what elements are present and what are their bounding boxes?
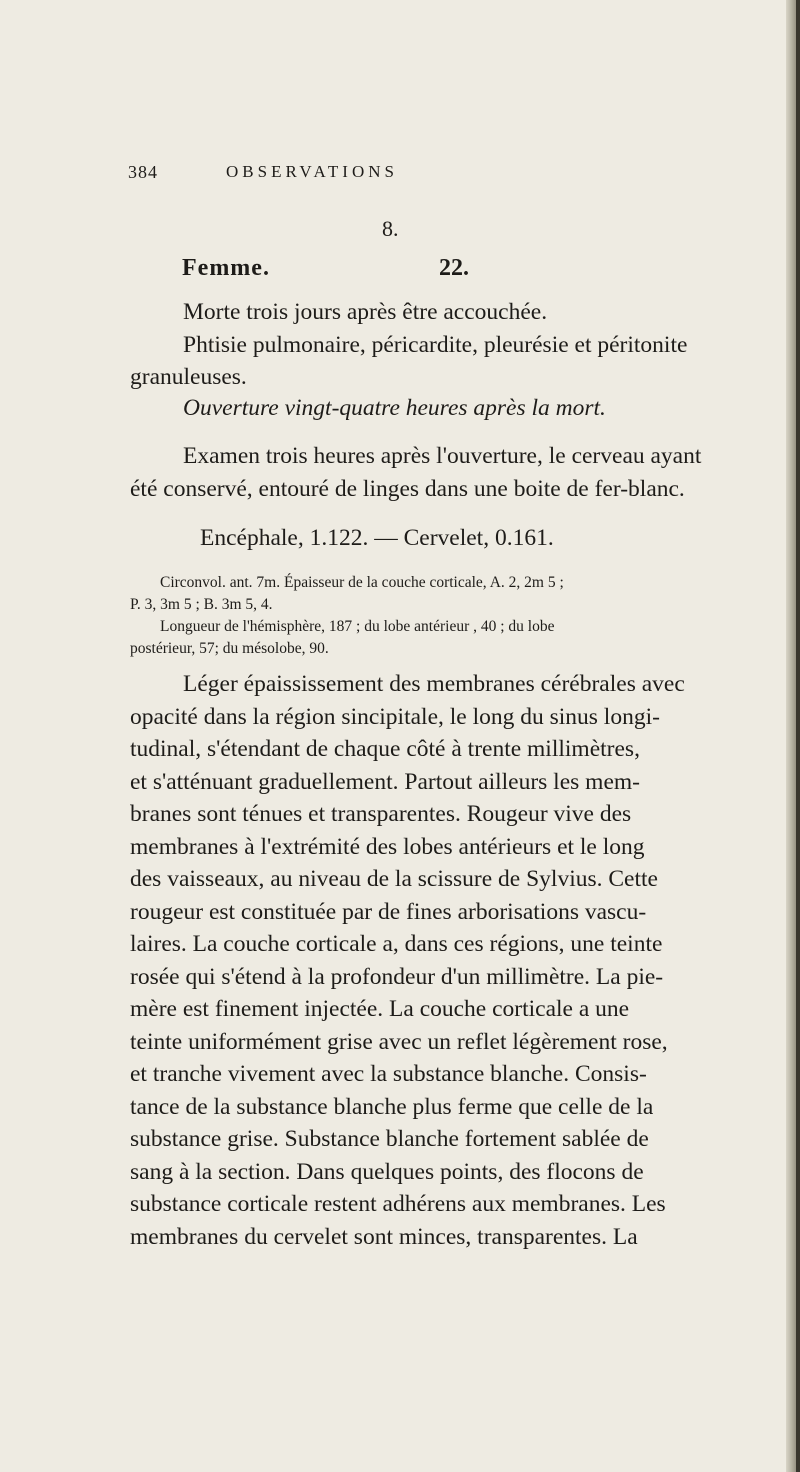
measurements-line-3: Longueur de l'hémisphère, 187 ; du lobe antérieur , 40 ; du lobe [160, 618, 555, 635]
measurements-line-2: P. 3, 3m 5 ; B. 3m 5, 4. [130, 596, 273, 613]
description-line: rougeur est constituée par de fines arborisations vascu- [130, 898, 647, 925]
description-line: rosée qui s'étend à la profondeur d'un millimètre. La pie- [130, 963, 664, 990]
exam-paragraph [130, 440, 708, 505]
exam-line-2: été conservé, entouré de linges dans une boite de fer-blanc. [130, 475, 685, 502]
running-title: OBSERVATIONS [226, 162, 398, 181]
description-line: et s'atténuant graduellement. Partout ailleurs les mem- [130, 768, 640, 795]
description-line: et tranche vivement avec la substance blanche. Consis- [130, 1061, 647, 1087]
description-line: Léger épaississement des membranes cérébrales avec [183, 671, 685, 697]
running-header [128, 158, 668, 188]
description-line: membranes à l'extrémité des lobes antérieurs et le long [130, 833, 645, 860]
weights-line: Encéphale, 1.122. — Cervelet, 0.161. [200, 525, 554, 551]
description-line: tance de la substance blanche plus ferme que celle de la [130, 1093, 654, 1120]
description-line: substance grise. Substance blanche fortement sablée de [130, 1126, 649, 1152]
measurements-block [130, 572, 708, 660]
death-paragraph: Morte trois jours après être accouchée. [183, 299, 548, 325]
description-line: sang à la section. Dans quelques points, des flocons de [130, 1158, 644, 1185]
description-line: membranes du cervelet sont minces, transparentes. La [130, 1223, 638, 1250]
subject-age: 22. [439, 255, 469, 281]
page-number: 384 [128, 162, 158, 182]
subject-sex: Femme. [182, 255, 270, 281]
diagnosis-line-1: Phtisie pulmonaire, péricardite, pleurésie et péritonite [183, 331, 688, 358]
subject-line [182, 255, 702, 289]
description-line: teinte uniformément grise avec un reflet légèrement rose, [130, 1028, 668, 1055]
autopsy-heading: Ouverture vingt-quatre heures après la mort. [183, 395, 606, 421]
description-line: des vaisseaux, au niveau de la scissure de Sylvius. Cette [130, 866, 658, 892]
description-line: mère est finement injectée. La couche corticale a une [130, 996, 630, 1022]
description-line: tudinal, s'étendant de chaque côté à trente millimètres, [130, 736, 640, 762]
description-paragraph [130, 668, 708, 1253]
description-line: laires. La couche corticale a, dans ces régions, une teinte [130, 931, 663, 957]
page-binding-edge [796, 0, 800, 1472]
intro-section [130, 296, 708, 394]
description-line: opacité dans la région sincipitale, le long du sinus longi- [130, 703, 660, 730]
measurements-line-4: postérieur, 57; du mésolobe, 90. [130, 640, 329, 657]
description-line: branes sont ténues et transparentes. Rougeur vive des [130, 801, 632, 827]
observation-number: 8. [382, 216, 399, 241]
measurements-line-1: Circonvol. ant. 7m. Épaisseur de la couche corticale, A. 2, 2m 5 ; [160, 574, 564, 591]
exam-line-1: Examen trois heures après l'ouverture, le cerveau ayant [183, 443, 702, 469]
diagnosis-line-2: granuleuses. [130, 364, 247, 390]
description-line: substance corticale restent adhérens aux membranes. Les [130, 1191, 666, 1217]
